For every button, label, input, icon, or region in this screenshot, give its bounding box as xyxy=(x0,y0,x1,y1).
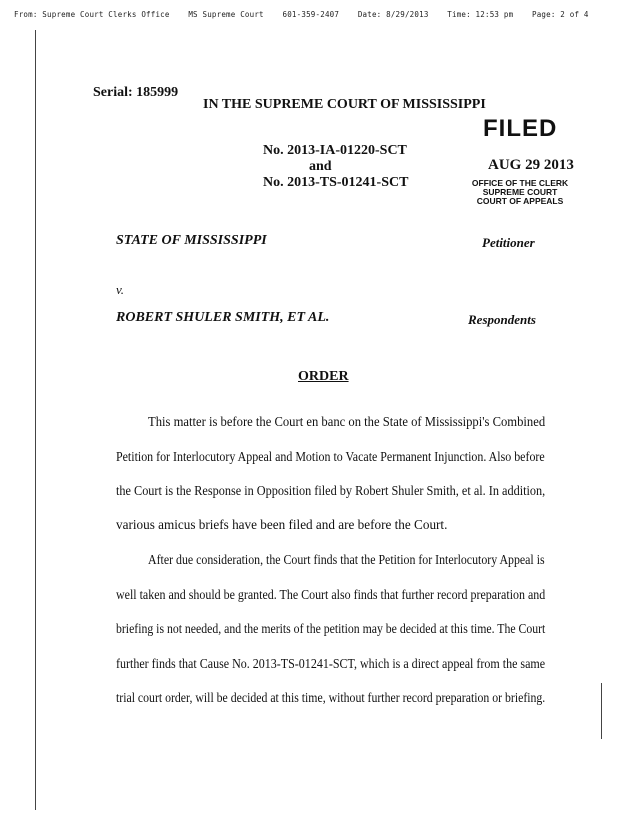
case-number-1: No. 2013-IA-01220-SCT xyxy=(263,143,407,158)
scan-edge-right xyxy=(601,683,602,739)
order-line: This matter is before the Court en banc on the State of Mississippi's Combined xyxy=(148,414,546,429)
order-line: Petition for Interlocutory Appeal and Motion to Vacate Permanent Injunction. Also before xyxy=(116,449,545,464)
filed-stamp-date: AUG 29 2013 xyxy=(488,157,574,173)
respondent-role: Respondents xyxy=(468,312,536,327)
petitioner-name: STATE OF MISSISSIPPI xyxy=(116,233,267,248)
order-line: the Court is the Response in Opposition filed by Robert Shuler Smith, et al. In addition, xyxy=(116,483,546,498)
filed-stamp-office-line: SUPREME COURT xyxy=(482,187,558,197)
scan-edge-left xyxy=(35,30,36,810)
order-title: ORDER xyxy=(298,369,349,384)
order-line: various amicus briefs have been filed and are before the Court. xyxy=(116,517,448,532)
filed-stamp-word: FILED xyxy=(483,115,558,142)
filed-stamp-office xyxy=(470,179,570,206)
fax-phone: 601-359-2407 xyxy=(282,10,340,19)
fax-page: Page: 2 of 4 xyxy=(532,10,589,19)
fax-time: Time: 12:53 pm xyxy=(447,10,514,19)
versus: v. xyxy=(116,282,125,297)
order-line: briefing is not needed, and the merits of the petition may be decided at this time. The Court xyxy=(116,621,546,636)
order-line: further finds that Cause No. 2013-TS-01241-SCT, which is a direct appeal from the same xyxy=(116,656,546,671)
fax-date: Date: 8/29/2013 xyxy=(357,10,429,19)
filed-stamp-office-line: COURT OF APPEALS xyxy=(476,196,564,206)
court-name: IN THE SUPREME COURT OF MISSISSIPPI xyxy=(203,97,486,112)
case-number-2: No. 2013-TS-01241-SCT xyxy=(263,175,409,190)
fax-header xyxy=(14,10,603,19)
fax-to: MS Supreme Court xyxy=(188,10,264,19)
order-line: After due consideration, the Court finds that the Petition for Interlocutory Appeal is xyxy=(148,552,545,567)
filed-stamp-office-line: OFFICE OF THE CLERK xyxy=(471,178,569,188)
case-conjunction: and xyxy=(309,159,332,174)
serial-number: Serial: 185999 xyxy=(93,85,179,100)
fax-from: From: Supreme Court Clerks Office xyxy=(14,10,170,19)
respondent-name: ROBERT SHULER SMITH, ET AL. xyxy=(116,310,330,325)
order-line: trial court order, will be decided at this time, without further record preparation or briefing. xyxy=(116,690,546,705)
petitioner-role: Petitioner xyxy=(482,235,535,250)
order-line: well taken and should be granted. The Court also finds that further record preparation and xyxy=(116,587,546,602)
